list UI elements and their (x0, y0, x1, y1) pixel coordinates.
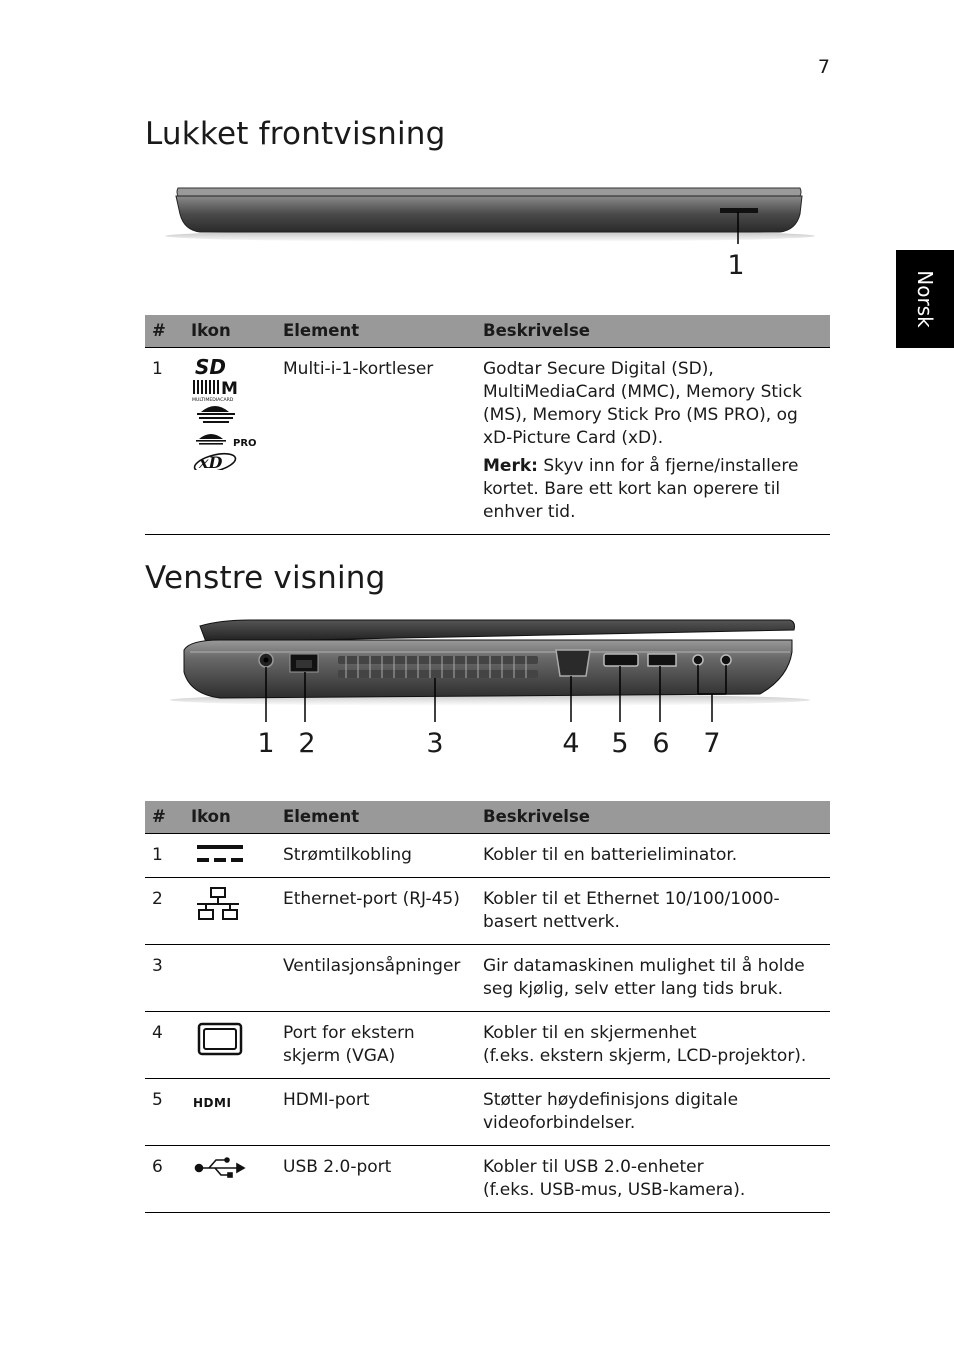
header-description: Beskrivelse (477, 801, 830, 833)
mmc-logo: M (221, 378, 238, 399)
row-element: Strømtilkobling (277, 833, 477, 877)
row-description: Støtter høydefinisjons digitale videoforbindelser. (477, 1078, 830, 1145)
header-num: # (145, 801, 185, 833)
laptop-front-closed-illustration (160, 178, 820, 288)
note-body: Skyv inn for å fjerne/installere kortet. Bare ett kort kan operere til enhver tid. (483, 455, 799, 522)
front-view-table (145, 315, 830, 535)
row-num: 2 (145, 877, 185, 944)
callout-3: 3 (426, 728, 444, 759)
hdmi-logo: HDMI (193, 1095, 232, 1110)
header-num: # (145, 315, 185, 347)
row-num: 1 (145, 833, 185, 877)
section-title-left: Venstre visning (145, 560, 386, 596)
hdmi-icon (185, 1078, 277, 1145)
callout-6: 6 (652, 728, 670, 759)
row-description (477, 347, 830, 534)
table-header-row (145, 315, 830, 347)
dc-power-icon (185, 833, 277, 877)
sd-logo: SD (195, 354, 227, 379)
description-line: Kobler til en skjermenhet (483, 1022, 697, 1043)
ethernet-icon (185, 877, 277, 944)
laptop-left-side-illustration (160, 612, 820, 764)
mmc-small-text: MULTIMEDIACARD (192, 397, 234, 403)
left-view-table (145, 801, 830, 1213)
row-num: 3 (145, 944, 185, 1011)
description-line: (f.eks. USB-mus, USB-kamera). (483, 1179, 746, 1200)
table-row (145, 877, 830, 944)
table-row (145, 833, 830, 877)
row-description (477, 1145, 830, 1212)
row-description: Kobler til et Ethernet 10/100/1000-basert nettverk. (477, 877, 830, 944)
callout-2: 2 (298, 728, 316, 759)
row-element: Ventilasjonsåpninger (277, 944, 477, 1011)
table-row (145, 1078, 830, 1145)
vga-icon (185, 1011, 277, 1078)
row-element: Ethernet-port (RJ-45) (277, 877, 477, 944)
description-line: (f.eks. ekstern skjerm, LCD-projektor). (483, 1045, 807, 1066)
row-element: USB 2.0-port (277, 1145, 477, 1212)
row-description (477, 1011, 830, 1078)
header-description: Beskrivelse (477, 315, 830, 347)
row-element: Port for ekstern skjerm (VGA) (277, 1011, 477, 1078)
callout-5: 5 (611, 728, 629, 759)
section-title-front: Lukket frontvisning (145, 116, 446, 152)
description-line: Kobler til USB 2.0-enheter (483, 1156, 704, 1177)
header-icon: Ikon (185, 315, 277, 347)
language-tab (896, 250, 954, 348)
callout-1: 1 (257, 728, 275, 759)
row-num: 1 (145, 347, 185, 534)
table-row (145, 1145, 830, 1212)
header-icon: Ikon (185, 801, 277, 833)
row-element: Multi-i-1-kortleser (277, 347, 477, 534)
row-description: Gir datamaskinen mulighet til å holde seg kjølig, selv etter lang tids bruk. (477, 944, 830, 1011)
header-element: Element (277, 315, 477, 347)
row-description: Kobler til en batterieliminator. (477, 833, 830, 877)
callout-4: 4 (562, 728, 580, 759)
table-row (145, 1011, 830, 1078)
callout-1: 1 (727, 250, 745, 281)
pro-logo: PRO (233, 437, 257, 449)
row-num: 5 (145, 1078, 185, 1145)
table-row (145, 347, 830, 534)
page-number: 7 (817, 56, 830, 78)
row-num: 4 (145, 1011, 185, 1078)
table-row (145, 944, 830, 1011)
card-reader-icon (185, 347, 277, 534)
xd-logo: xD (199, 452, 223, 470)
usb-icon (185, 1145, 277, 1212)
language-tab-label: Norsk (913, 270, 937, 328)
note-label: Merk: (483, 455, 538, 476)
row-element: HDMI-port (277, 1078, 477, 1145)
row-icon-empty (185, 944, 277, 1011)
row-num: 6 (145, 1145, 185, 1212)
header-element: Element (277, 801, 477, 833)
note-text (483, 455, 824, 524)
callout-7: 7 (703, 728, 721, 759)
description-text: Godtar Secure Digital (SD), MultiMediaCard (MMC), Memory Stick (MS), Memory Stick Pro (MS PRO), og xD-Picture Card (xD). (483, 358, 802, 448)
table-header-row (145, 801, 830, 833)
